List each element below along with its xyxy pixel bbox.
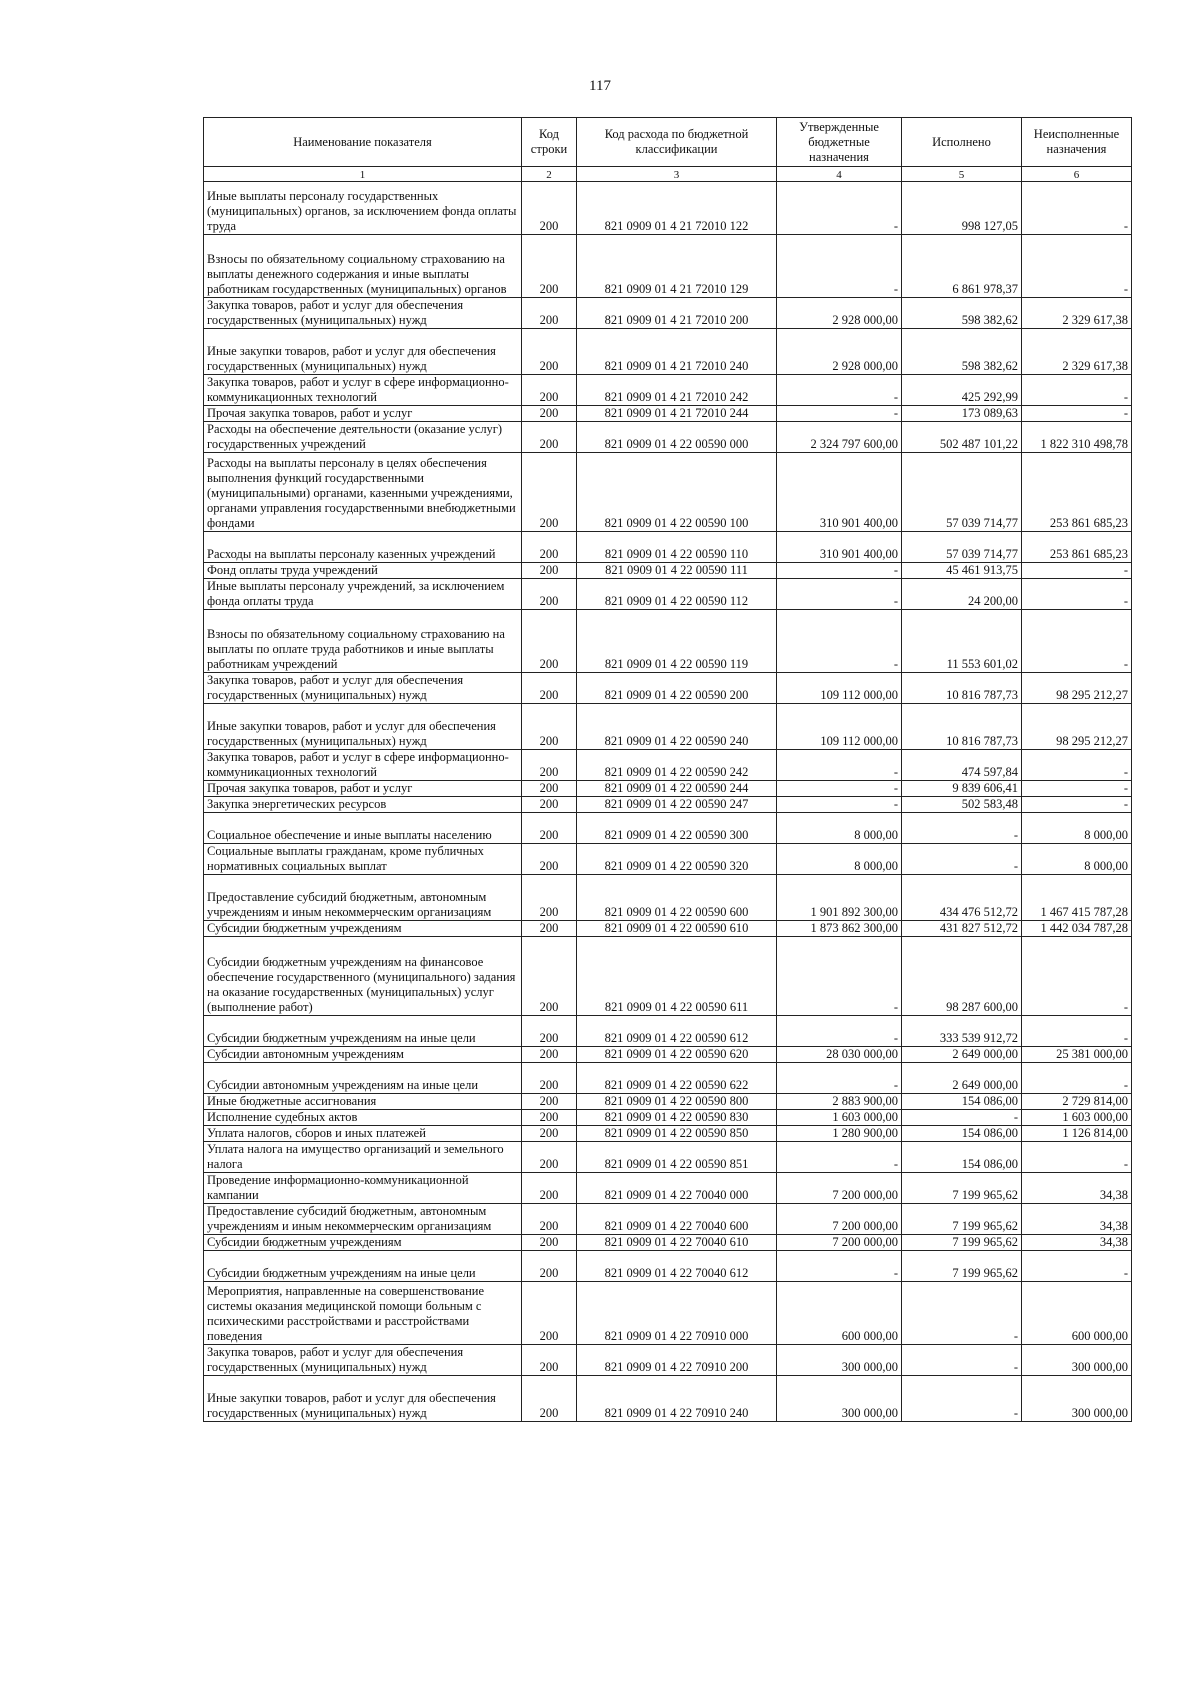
- row-code: 200: [522, 813, 577, 844]
- row-executed: 45 461 913,75: [902, 563, 1022, 579]
- row-executed: 98 287 600,00: [902, 937, 1022, 1016]
- row-code: 200: [522, 1016, 577, 1047]
- row-executed: 173 089,63: [902, 406, 1022, 422]
- row-executed: 57 039 714,77: [902, 532, 1022, 563]
- table-row: [204, 563, 1132, 579]
- table-row: [204, 532, 1132, 563]
- row-unexecuted: -: [1022, 610, 1132, 673]
- table-row: [204, 453, 1132, 532]
- table-row: [204, 1345, 1132, 1376]
- row-unexecuted: -: [1022, 937, 1132, 1016]
- row-classification: 821 0909 01 4 22 00590 611: [577, 937, 777, 1016]
- row-executed: 998 127,05: [902, 182, 1022, 235]
- row-name: Иные выплаты персоналу государственных (муниципальных) органов, за исключением фонда оплаты труда: [204, 182, 522, 235]
- row-executed: -: [902, 813, 1022, 844]
- row-code: 200: [522, 610, 577, 673]
- row-executed: 6 861 978,37: [902, 235, 1022, 298]
- row-unexecuted: -: [1022, 781, 1132, 797]
- row-classification: 821 0909 01 4 21 72010 240: [577, 329, 777, 375]
- row-classification: 821 0909 01 4 22 00590 320: [577, 844, 777, 875]
- row-classification: 821 0909 01 4 22 00590 100: [577, 453, 777, 532]
- row-executed: 431 827 512,72: [902, 921, 1022, 937]
- row-code: 200: [522, 563, 577, 579]
- row-name: Расходы на выплаты персоналу казенных учреждений: [204, 532, 522, 563]
- row-executed: 7 199 965,62: [902, 1235, 1022, 1251]
- row-unexecuted: -: [1022, 235, 1132, 298]
- row-unexecuted: 98 295 212,27: [1022, 673, 1132, 704]
- row-classification: 821 0909 01 4 21 72010 242: [577, 375, 777, 406]
- row-unexecuted: 253 861 685,23: [1022, 453, 1132, 532]
- row-unexecuted: -: [1022, 797, 1132, 813]
- row-code: 200: [522, 422, 577, 453]
- row-executed: 9 839 606,41: [902, 781, 1022, 797]
- row-name: Мероприятия, направленные на совершенствование системы оказания медицинской помощи больным с психическими расстройствами и расстройствами поведения: [204, 1282, 522, 1345]
- table-row: [204, 182, 1132, 235]
- row-executed: 24 200,00: [902, 579, 1022, 610]
- table-row: [204, 329, 1132, 375]
- row-classification: 821 0909 01 4 22 00590 612: [577, 1016, 777, 1047]
- row-executed: 502 487 101,22: [902, 422, 1022, 453]
- row-name: Иные закупки товаров, работ и услуг для обеспечения государственных (муниципальных) нужд: [204, 704, 522, 750]
- row-executed: 2 649 000,00: [902, 1063, 1022, 1094]
- row-approved: 600 000,00: [777, 1282, 902, 1345]
- row-classification: 821 0909 01 4 22 70910 000: [577, 1282, 777, 1345]
- table-row: [204, 1094, 1132, 1110]
- row-name: Иные закупки товаров, работ и услуг для обеспечения государственных (муниципальных) нужд: [204, 329, 522, 375]
- column-number: 3: [577, 167, 777, 182]
- table-row: [204, 1063, 1132, 1094]
- row-name: Иные выплаты персоналу учреждений, за исключением фонда оплаты труда: [204, 579, 522, 610]
- row-classification: 821 0909 01 4 22 00590 000: [577, 422, 777, 453]
- row-approved: -: [777, 1016, 902, 1047]
- column-number: 4: [777, 167, 902, 182]
- row-name: Субсидии бюджетным учреждениям на финансовое обеспечение государственного (муниципального) задания на оказание государственных (муниципальных) услуг (выполнение работ): [204, 937, 522, 1016]
- row-approved: -: [777, 563, 902, 579]
- row-code: 200: [522, 235, 577, 298]
- row-executed: 154 086,00: [902, 1142, 1022, 1173]
- row-approved: 7 200 000,00: [777, 1235, 902, 1251]
- row-code: 200: [522, 673, 577, 704]
- row-executed: -: [902, 1345, 1022, 1376]
- row-unexecuted: 2 329 617,38: [1022, 298, 1132, 329]
- row-classification: 821 0909 01 4 22 00590 110: [577, 532, 777, 563]
- row-approved: -: [777, 937, 902, 1016]
- row-code: 200: [522, 532, 577, 563]
- row-unexecuted: -: [1022, 1251, 1132, 1282]
- table-row: [204, 1173, 1132, 1204]
- row-unexecuted: 98 295 212,27: [1022, 704, 1132, 750]
- row-approved: -: [777, 610, 902, 673]
- row-classification: 821 0909 01 4 22 00590 610: [577, 921, 777, 937]
- row-name: Закупка товаров, работ и услуг в сфере информационно-коммуникационных технологий: [204, 375, 522, 406]
- row-approved: 1 603 000,00: [777, 1110, 902, 1126]
- row-executed: -: [902, 1376, 1022, 1422]
- row-executed: 154 086,00: [902, 1094, 1022, 1110]
- row-approved: 7 200 000,00: [777, 1173, 902, 1204]
- row-unexecuted: -: [1022, 375, 1132, 406]
- row-unexecuted: -: [1022, 182, 1132, 235]
- row-unexecuted: -: [1022, 406, 1132, 422]
- row-executed: 434 476 512,72: [902, 875, 1022, 921]
- table-row: [204, 673, 1132, 704]
- row-executed: 598 382,62: [902, 298, 1022, 329]
- row-executed: 502 583,48: [902, 797, 1022, 813]
- row-classification: 821 0909 01 4 22 00590 851: [577, 1142, 777, 1173]
- row-classification: 821 0909 01 4 22 00590 242: [577, 750, 777, 781]
- row-name: Предоставление субсидий бюджетным, автономным учреждениям и иным некоммерческим организациям: [204, 875, 522, 921]
- row-name: Социальные выплаты гражданам, кроме публичных нормативных социальных выплат: [204, 844, 522, 875]
- table-row: [204, 704, 1132, 750]
- row-approved: 8 000,00: [777, 844, 902, 875]
- header-name: Наименование показателя: [204, 118, 522, 167]
- row-code: 200: [522, 1047, 577, 1063]
- row-unexecuted: 2 729 814,00: [1022, 1094, 1132, 1110]
- row-classification: 821 0909 01 4 22 00590 244: [577, 781, 777, 797]
- row-classification: 821 0909 01 4 22 00590 200: [577, 673, 777, 704]
- row-classification: 821 0909 01 4 22 00590 240: [577, 704, 777, 750]
- row-classification: 821 0909 01 4 22 70040 600: [577, 1204, 777, 1235]
- row-unexecuted: 1 603 000,00: [1022, 1110, 1132, 1126]
- row-unexecuted: -: [1022, 1016, 1132, 1047]
- row-unexecuted: 34,38: [1022, 1235, 1132, 1251]
- row-classification: 821 0909 01 4 22 70040 610: [577, 1235, 777, 1251]
- row-unexecuted: 8 000,00: [1022, 813, 1132, 844]
- table-row: [204, 235, 1132, 298]
- header-row: [204, 118, 1132, 167]
- row-classification: 821 0909 01 4 21 72010 244: [577, 406, 777, 422]
- row-executed: 7 199 965,62: [902, 1251, 1022, 1282]
- table-row: [204, 298, 1132, 329]
- row-code: 200: [522, 579, 577, 610]
- table-row: [204, 875, 1132, 921]
- row-name: Субсидии бюджетным учреждениям: [204, 1235, 522, 1251]
- budget-execution-table: [203, 117, 1132, 1422]
- row-unexecuted: 1 822 310 498,78: [1022, 422, 1132, 453]
- row-unexecuted: 25 381 000,00: [1022, 1047, 1132, 1063]
- row-code: 200: [522, 781, 577, 797]
- column-number: 1: [204, 167, 522, 182]
- row-code: 200: [522, 797, 577, 813]
- table-row: [204, 781, 1132, 797]
- row-approved: 300 000,00: [777, 1376, 902, 1422]
- row-name: Взносы по обязательному социальному страхованию на выплаты денежного содержания и иные выплаты работникам государственных (муниципальных) органов: [204, 235, 522, 298]
- row-name: Социальное обеспечение и иные выплаты населению: [204, 813, 522, 844]
- row-classification: 821 0909 01 4 22 70910 200: [577, 1345, 777, 1376]
- row-approved: -: [777, 1142, 902, 1173]
- row-name: Уплата налога на имущество организаций и земельного налога: [204, 1142, 522, 1173]
- row-classification: 821 0909 01 4 21 72010 200: [577, 298, 777, 329]
- row-name: Субсидии бюджетным учреждениям: [204, 921, 522, 937]
- row-unexecuted: 34,38: [1022, 1204, 1132, 1235]
- table-row: [204, 921, 1132, 937]
- row-code: 200: [522, 453, 577, 532]
- row-name: Субсидии бюджетным учреждениям на иные цели: [204, 1251, 522, 1282]
- row-classification: 821 0909 01 4 22 70910 240: [577, 1376, 777, 1422]
- table-row: [204, 1047, 1132, 1063]
- row-executed: 7 199 965,62: [902, 1204, 1022, 1235]
- row-unexecuted: 1 126 814,00: [1022, 1126, 1132, 1142]
- row-approved: 2 928 000,00: [777, 329, 902, 375]
- row-approved: -: [777, 1251, 902, 1282]
- row-approved: 7 200 000,00: [777, 1204, 902, 1235]
- row-approved: -: [777, 750, 902, 781]
- row-executed: 10 816 787,73: [902, 673, 1022, 704]
- row-code: 200: [522, 1142, 577, 1173]
- header-unexecuted: Неисполненные назначения: [1022, 118, 1132, 167]
- row-name: Закупка товаров, работ и услуг для обеспечения государственных (муниципальных) нужд: [204, 298, 522, 329]
- row-approved: -: [777, 375, 902, 406]
- table-row: [204, 579, 1132, 610]
- row-approved: -: [777, 235, 902, 298]
- table-row: [204, 610, 1132, 673]
- row-unexecuted: 253 861 685,23: [1022, 532, 1132, 563]
- row-approved: 2 883 900,00: [777, 1094, 902, 1110]
- row-code: 200: [522, 182, 577, 235]
- row-name: Субсидии автономным учреждениям: [204, 1047, 522, 1063]
- row-name: Прочая закупка товаров, работ и услуг: [204, 781, 522, 797]
- row-name: Предоставление субсидий бюджетным, автономным учреждениям и иным некоммерческим организациям: [204, 1204, 522, 1235]
- row-name: Исполнение судебных актов: [204, 1110, 522, 1126]
- row-unexecuted: -: [1022, 563, 1132, 579]
- row-unexecuted: 300 000,00: [1022, 1345, 1132, 1376]
- row-unexecuted: -: [1022, 750, 1132, 781]
- row-executed: 7 199 965,62: [902, 1173, 1022, 1204]
- row-approved: -: [777, 781, 902, 797]
- table-row: [204, 1110, 1132, 1126]
- row-unexecuted: 1 442 034 787,28: [1022, 921, 1132, 937]
- row-classification: 821 0909 01 4 22 00590 112: [577, 579, 777, 610]
- table-row: [204, 1016, 1132, 1047]
- column-number: 5: [902, 167, 1022, 182]
- row-name: Закупка товаров, работ и услуг для обеспечения государственных (муниципальных) нужд: [204, 673, 522, 704]
- row-code: 200: [522, 298, 577, 329]
- row-code: 200: [522, 1126, 577, 1142]
- table-row: [204, 1282, 1132, 1345]
- row-name: Взносы по обязательному социальному страхованию на выплаты по оплате труда работников и иные выплаты работникам учреждений: [204, 610, 522, 673]
- table-row: [204, 1126, 1132, 1142]
- row-classification: 821 0909 01 4 22 00590 119: [577, 610, 777, 673]
- row-name: Закупка энергетических ресурсов: [204, 797, 522, 813]
- row-unexecuted: 2 329 617,38: [1022, 329, 1132, 375]
- row-classification: 821 0909 01 4 22 00590 850: [577, 1126, 777, 1142]
- row-executed: 11 553 601,02: [902, 610, 1022, 673]
- table-row: [204, 1376, 1132, 1422]
- row-approved: -: [777, 797, 902, 813]
- row-approved: 2 928 000,00: [777, 298, 902, 329]
- row-name: Проведение информационно-коммуникационной кампании: [204, 1173, 522, 1204]
- row-classification: 821 0909 01 4 22 70040 612: [577, 1251, 777, 1282]
- table-row: [204, 375, 1132, 406]
- header-approved: Утвержденные бюджетные назначения: [777, 118, 902, 167]
- row-name: Субсидии бюджетным учреждениям на иные цели: [204, 1016, 522, 1047]
- row-approved: -: [777, 579, 902, 610]
- row-name: Расходы на обеспечение деятельности (оказание услуг) государственных учреждений: [204, 422, 522, 453]
- row-code: 200: [522, 1282, 577, 1345]
- row-unexecuted: 1 467 415 787,28: [1022, 875, 1132, 921]
- row-name: Прочая закупка товаров, работ и услуг: [204, 406, 522, 422]
- row-code: 200: [522, 1345, 577, 1376]
- table-row: [204, 813, 1132, 844]
- row-approved: 8 000,00: [777, 813, 902, 844]
- row-executed: 10 816 787,73: [902, 704, 1022, 750]
- row-unexecuted: -: [1022, 1142, 1132, 1173]
- row-unexecuted: 300 000,00: [1022, 1376, 1132, 1422]
- row-classification: 821 0909 01 4 21 72010 129: [577, 235, 777, 298]
- row-executed: 425 292,99: [902, 375, 1022, 406]
- row-approved: -: [777, 182, 902, 235]
- row-approved: 1 280 900,00: [777, 1126, 902, 1142]
- column-number: 6: [1022, 167, 1132, 182]
- row-unexecuted: 34,38: [1022, 1173, 1132, 1204]
- table-row: [204, 422, 1132, 453]
- row-unexecuted: -: [1022, 1063, 1132, 1094]
- row-unexecuted: 600 000,00: [1022, 1282, 1132, 1345]
- table-row: [204, 406, 1132, 422]
- row-classification: 821 0909 01 4 22 00590 111: [577, 563, 777, 579]
- table-row: [204, 1251, 1132, 1282]
- page-number: 117: [589, 78, 611, 94]
- row-classification: 821 0909 01 4 22 70040 000: [577, 1173, 777, 1204]
- row-approved: 109 112 000,00: [777, 673, 902, 704]
- row-code: 200: [522, 937, 577, 1016]
- row-approved: 2 324 797 600,00: [777, 422, 902, 453]
- row-executed: 474 597,84: [902, 750, 1022, 781]
- row-approved: 28 030 000,00: [777, 1047, 902, 1063]
- row-name: Уплата налогов, сборов и иных платежей: [204, 1126, 522, 1142]
- row-approved: 310 901 400,00: [777, 532, 902, 563]
- row-classification: 821 0909 01 4 22 00590 800: [577, 1094, 777, 1110]
- row-executed: 2 649 000,00: [902, 1047, 1022, 1063]
- row-name: Закупка товаров, работ и услуг в сфере информационно-коммуникационных технологий: [204, 750, 522, 781]
- row-approved: -: [777, 406, 902, 422]
- row-executed: -: [902, 844, 1022, 875]
- row-executed: -: [902, 1110, 1022, 1126]
- header-code: Код строки: [522, 118, 577, 167]
- table-body: [204, 182, 1132, 1422]
- row-classification: 821 0909 01 4 22 00590 247: [577, 797, 777, 813]
- row-name: Фонд оплаты труда учреждений: [204, 563, 522, 579]
- row-name: Иные закупки товаров, работ и услуг для обеспечения государственных (муниципальных) нужд: [204, 1376, 522, 1422]
- row-classification: 821 0909 01 4 22 00590 620: [577, 1047, 777, 1063]
- row-approved: -: [777, 1063, 902, 1094]
- row-unexecuted: 8 000,00: [1022, 844, 1132, 875]
- row-unexecuted: -: [1022, 579, 1132, 610]
- row-classification: 821 0909 01 4 22 00590 600: [577, 875, 777, 921]
- row-code: 200: [522, 875, 577, 921]
- row-name: Иные бюджетные ассигнования: [204, 1094, 522, 1110]
- table-row: [204, 1204, 1132, 1235]
- row-code: 200: [522, 406, 577, 422]
- row-approved: 300 000,00: [777, 1345, 902, 1376]
- table-row: [204, 937, 1132, 1016]
- row-code: 200: [522, 375, 577, 406]
- row-executed: 333 539 912,72: [902, 1016, 1022, 1047]
- row-code: 200: [522, 1094, 577, 1110]
- row-classification: 821 0909 01 4 22 00590 830: [577, 1110, 777, 1126]
- row-name: Расходы на выплаты персоналу в целях обеспечения выполнения функций государственными (муниципальными) органами, казенными учреждениями, органами управления государственными внебюджетными фондами: [204, 453, 522, 532]
- row-code: 200: [522, 844, 577, 875]
- header-classification: Код расхода по бюджетной классификации: [577, 118, 777, 167]
- table-row: [204, 1235, 1132, 1251]
- table-row: [204, 750, 1132, 781]
- row-approved: 1 901 892 300,00: [777, 875, 902, 921]
- row-code: 200: [522, 1173, 577, 1204]
- row-code: 200: [522, 1204, 577, 1235]
- row-approved: 310 901 400,00: [777, 453, 902, 532]
- row-code: 200: [522, 1063, 577, 1094]
- row-code: 200: [522, 1251, 577, 1282]
- row-executed: 154 086,00: [902, 1126, 1022, 1142]
- row-name: Закупка товаров, работ и услуг для обеспечения государственных (муниципальных) нужд: [204, 1345, 522, 1376]
- row-classification: 821 0909 01 4 22 00590 300: [577, 813, 777, 844]
- row-executed: 57 039 714,77: [902, 453, 1022, 532]
- table-row: [204, 797, 1132, 813]
- row-code: 200: [522, 329, 577, 375]
- row-code: 200: [522, 921, 577, 937]
- header-executed: Исполнено: [902, 118, 1022, 167]
- row-executed: -: [902, 1282, 1022, 1345]
- row-name: Субсидии автономным учреждениям на иные цели: [204, 1063, 522, 1094]
- row-classification: 821 0909 01 4 22 00590 622: [577, 1063, 777, 1094]
- row-approved: 109 112 000,00: [777, 704, 902, 750]
- table-row: [204, 844, 1132, 875]
- column-numbers-row: [204, 167, 1132, 182]
- row-approved: 1 873 862 300,00: [777, 921, 902, 937]
- row-code: 200: [522, 704, 577, 750]
- row-classification: 821 0909 01 4 21 72010 122: [577, 182, 777, 235]
- row-code: 200: [522, 750, 577, 781]
- row-code: 200: [522, 1110, 577, 1126]
- table-row: [204, 1142, 1132, 1173]
- row-code: 200: [522, 1235, 577, 1251]
- row-code: 200: [522, 1376, 577, 1422]
- column-number: 2: [522, 167, 577, 182]
- row-executed: 598 382,62: [902, 329, 1022, 375]
